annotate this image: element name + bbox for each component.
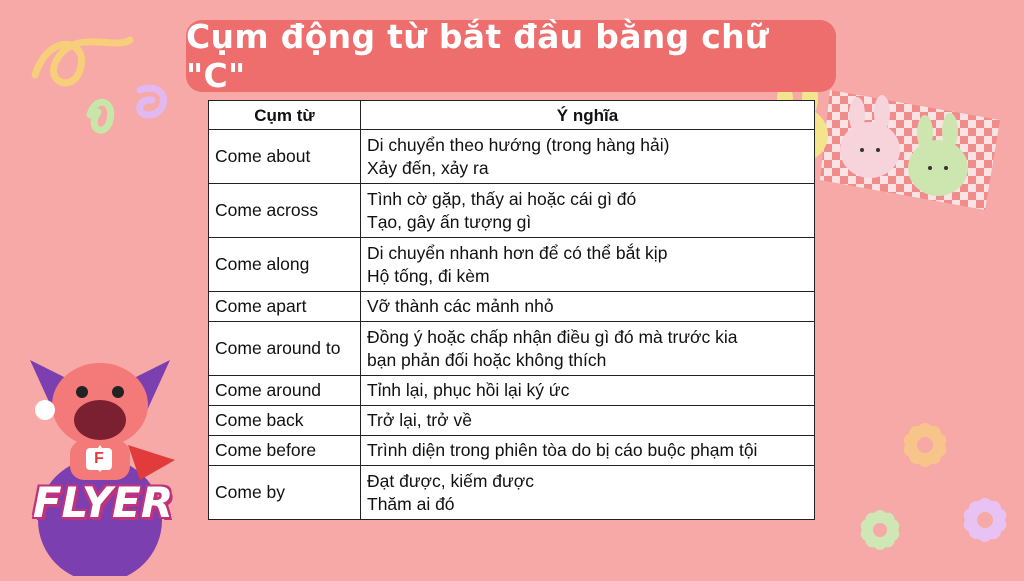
- meaning-line: Xảy đến, xảy ra: [367, 157, 489, 178]
- phrase-cell: Come along: [209, 238, 361, 292]
- squiggle-decoration-icon: [20, 20, 190, 150]
- table-row: [209, 130, 815, 184]
- meaning-cell: [361, 406, 815, 436]
- meaning-line: Đồng ý hoặc chấp nhận điều gì đó mà trước kia: [367, 326, 738, 347]
- meaning-cell: [361, 292, 815, 322]
- meaning-cell: [361, 466, 815, 520]
- table-row: [209, 406, 815, 436]
- meaning-line: Di chuyển nhanh hơn để có thể bắt kịp: [367, 242, 668, 263]
- phrase-cell: Come back: [209, 406, 361, 436]
- phrase-cell: Come around to: [209, 322, 361, 376]
- phrasal-verb-table: [208, 100, 814, 520]
- meaning-cell: [361, 130, 815, 184]
- table-row: [209, 322, 815, 376]
- phrase-cell: Come across: [209, 184, 361, 238]
- phrase-cell: Come by: [209, 466, 361, 520]
- phrase-cell: Come around: [209, 376, 361, 406]
- meaning-cell: [361, 436, 815, 466]
- meaning-line: Tình cờ gặp, thấy ai hoặc cái gì đó: [367, 188, 637, 209]
- table-row: [209, 184, 815, 238]
- meaning-cell: [361, 184, 815, 238]
- flyer-logo: FLYER: [32, 477, 174, 527]
- table-row: [209, 292, 815, 322]
- meaning-line: Trình diện trong phiên tòa do bị cáo buộc phạm tội: [367, 440, 758, 460]
- meaning-line: bạn phản đối hoặc không thích: [367, 349, 607, 370]
- meaning-line: Di chuyển theo hướng (trong hàng hải): [367, 134, 670, 155]
- meaning-line: Đạt được, kiếm được: [367, 470, 534, 491]
- meaning-line: Hộ tống, đi kèm: [367, 265, 490, 286]
- flyer-mascot: [0, 320, 200, 576]
- phrase-cell: Come about: [209, 130, 361, 184]
- header-phrase: Cụm từ: [209, 101, 361, 130]
- meaning-cell: [361, 322, 815, 376]
- meaning-line: Thăm ai đó: [367, 493, 455, 514]
- meaning-line: Tạo, gây ấn tượng gì: [367, 211, 532, 232]
- phrase-cell: Come apart: [209, 292, 361, 322]
- table-row: [209, 376, 815, 406]
- table-row: [209, 238, 815, 292]
- phrase-cell: Come before: [209, 436, 361, 466]
- header-meaning: Ý nghĩa: [361, 101, 815, 130]
- meaning-line: Vỡ thành các mảnh nhỏ: [367, 296, 554, 316]
- flower-decoration-icon: [840, 400, 1024, 576]
- flyer-badge: F: [86, 448, 112, 470]
- table-header-row: [209, 101, 815, 130]
- table-row: [209, 466, 815, 520]
- meaning-line: Tỉnh lại, phục hồi lại ký ức: [367, 380, 570, 400]
- meaning-cell: [361, 376, 815, 406]
- table-row: [209, 436, 815, 466]
- page-title: Cụm động từ bắt đầu bằng chữ "C": [186, 20, 836, 92]
- meaning-cell: [361, 238, 815, 292]
- meaning-line: Trở lại, trở về: [367, 410, 472, 430]
